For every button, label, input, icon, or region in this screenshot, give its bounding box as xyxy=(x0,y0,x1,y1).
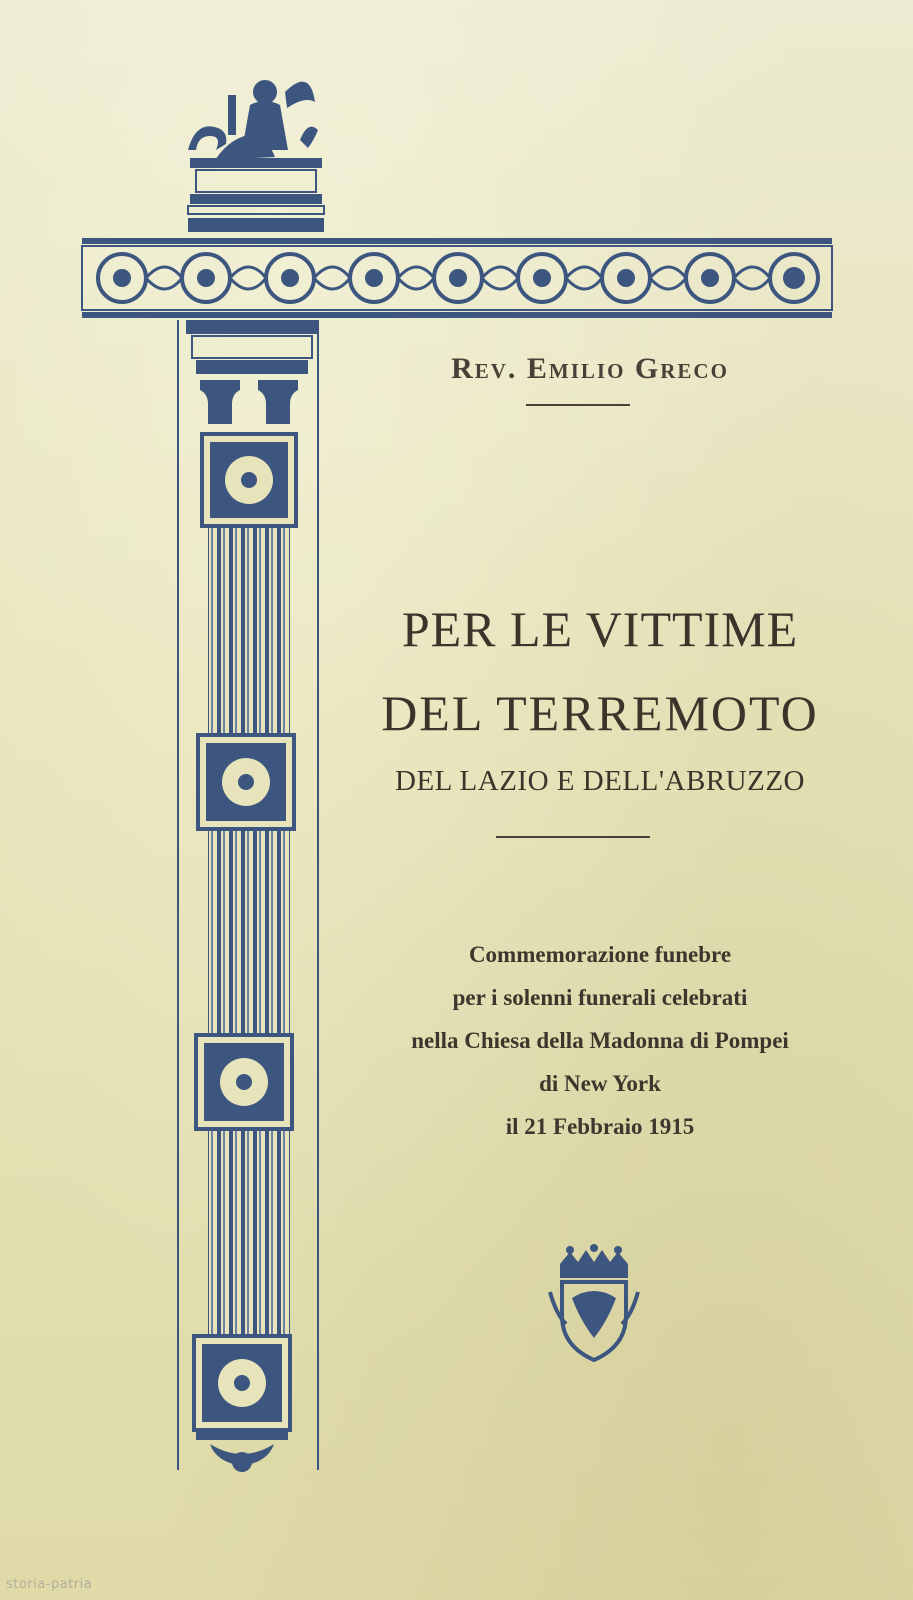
title-line-2: DEL TERREMOTO xyxy=(381,685,819,741)
watermark-text: storia-patria xyxy=(6,1577,93,1592)
rosette-panel-icon xyxy=(196,1035,292,1129)
subtitle-line-4: di New York xyxy=(539,1071,661,1096)
rosette-panel-icon xyxy=(202,434,296,526)
title-line-3: DEL LAZIO E DELL'ABRUZZO xyxy=(395,765,805,797)
sculpture-top-icon xyxy=(188,80,318,160)
crowned-crest-icon xyxy=(550,1244,638,1360)
title-line-1: PER LE VITTIME xyxy=(401,601,799,657)
capital-icon xyxy=(200,380,298,424)
subtitle-line-2: per i solenni funerali celebrati xyxy=(452,985,748,1010)
rosette-panel-icon xyxy=(194,1336,290,1430)
pendant-icon xyxy=(196,1432,288,1472)
author-divider xyxy=(526,404,630,406)
subtitle-line-1: Commemorazione funebre xyxy=(468,942,732,967)
floral-frieze-icon xyxy=(82,238,832,318)
subtitle-line-5: il 21 Febbraio 1915 xyxy=(505,1114,695,1139)
title-divider xyxy=(496,836,650,838)
author-name: Rev. Emilio Greco xyxy=(451,352,729,385)
subtitle-line-3: nella Chiesa della Madonna di Pompei xyxy=(411,1028,789,1053)
rosette-panel-icon xyxy=(198,735,294,829)
